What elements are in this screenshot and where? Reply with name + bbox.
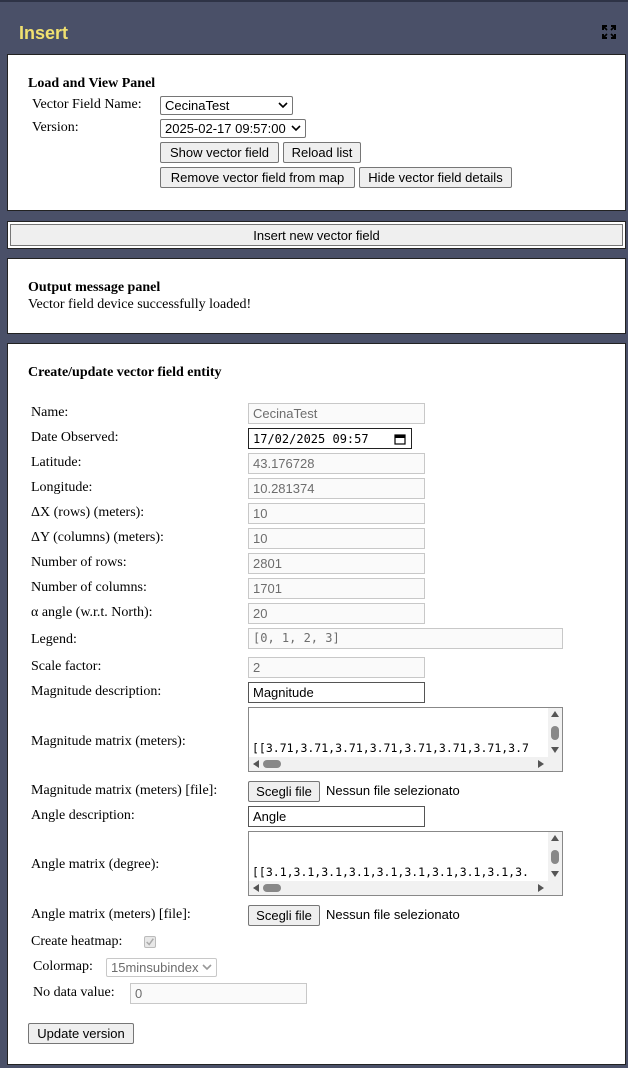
no-data-value-field[interactable]: 0 <box>130 983 307 1004</box>
scroll-right-icon[interactable] <box>538 884 544 892</box>
magnitude-file-status: Nessun file selezionato <box>326 783 460 798</box>
colormap-label: Colormap: <box>33 959 93 974</box>
angle-matrix-textarea[interactable] <box>248 831 563 896</box>
latitude-field[interactable]: 43.176728 <box>248 453 425 474</box>
scroll-left-icon[interactable] <box>253 760 259 768</box>
magnitude-matrix-textarea[interactable] <box>248 707 563 772</box>
create-heatmap-label: Create heatmap: <box>31 934 123 949</box>
longitude-field[interactable]: 10.281374 <box>248 478 425 499</box>
check-icon <box>145 937 155 947</box>
version-value: 2025-02-17 09:57:00 <box>165 121 286 136</box>
legend-field[interactable]: [0, 1, 2, 3] <box>248 628 563 649</box>
show-vector-field-button[interactable]: Show vector field <box>160 142 279 163</box>
chevron-down-icon <box>291 124 301 132</box>
name-field[interactable]: CecinaTest <box>248 403 425 424</box>
horizontal-scrollbar[interactable] <box>249 881 548 895</box>
magnitude-matrix-label: Magnitude matrix (meters): <box>31 734 186 749</box>
remove-vector-field-button[interactable]: Remove vector field from map <box>160 167 355 188</box>
rows-label: Number of rows: <box>31 555 127 570</box>
name-label: Name: <box>31 405 69 420</box>
latitude-label: Latitude: <box>31 455 82 470</box>
date-observed-field[interactable] <box>248 428 412 449</box>
panel-title: Load and View Panel <box>28 76 156 91</box>
resize-handle[interactable] <box>548 881 562 895</box>
vertical-scrollbar[interactable] <box>548 708 562 757</box>
output-panel-title: Output message panel <box>28 280 161 295</box>
angle-choose-file-button[interactable]: Scegli file <box>248 905 320 926</box>
scroll-down-icon[interactable] <box>551 747 559 753</box>
expand-icon[interactable] <box>602 25 616 39</box>
dy-field[interactable]: 10 <box>248 528 425 549</box>
scroll-thumb[interactable] <box>551 726 559 740</box>
output-message-panel <box>7 258 626 334</box>
chevron-down-icon <box>202 963 212 971</box>
legend-label: Legend: <box>31 632 77 647</box>
alpha-angle-field[interactable]: 20 <box>248 603 425 624</box>
angle-description-label: Angle description: <box>31 808 135 823</box>
dy-label: ΔY (columns) (meters): <box>31 530 164 545</box>
window-title: Insert <box>19 23 69 43</box>
angle-file-label: Angle matrix (meters) [file]: <box>31 907 191 922</box>
output-message: Vector field device successfully loaded! <box>28 297 252 312</box>
date-observed-value: 17/02/2025 09:57 <box>253 432 369 446</box>
dx-field[interactable]: 10 <box>248 503 425 524</box>
scale-factor-label: Scale factor: <box>31 659 102 674</box>
colormap-select[interactable] <box>106 958 217 977</box>
chevron-down-icon <box>278 101 288 109</box>
vertical-scrollbar[interactable] <box>548 832 562 881</box>
reload-list-button[interactable]: Reload list <box>283 142 361 163</box>
colormap-value: 15minsubindex <box>111 960 199 975</box>
create-panel-title: Create/update vector field entity <box>28 365 222 380</box>
scroll-left-icon[interactable] <box>253 884 259 892</box>
columns-label: Number of columns: <box>31 580 147 595</box>
scroll-thumb[interactable] <box>263 884 281 892</box>
load-view-panel <box>7 54 626 211</box>
create-update-panel <box>7 343 626 1065</box>
vector-field-name-select[interactable] <box>160 96 293 115</box>
columns-field[interactable]: 1701 <box>248 578 425 599</box>
scroll-down-icon[interactable] <box>551 871 559 877</box>
longitude-label: Longitude: <box>31 480 93 495</box>
version-select[interactable] <box>160 119 306 138</box>
scale-factor-field[interactable]: 2 <box>248 657 425 678</box>
date-observed-label: Date Observed: <box>31 430 119 445</box>
version-label: Version: <box>32 120 79 135</box>
insert-bar <box>7 221 626 249</box>
rows-field[interactable]: 2801 <box>248 553 425 574</box>
magnitude-description-field[interactable]: Magnitude <box>248 682 425 703</box>
hide-vector-field-details-button[interactable]: Hide vector field details <box>359 167 512 188</box>
update-version-button[interactable]: Update version <box>28 1023 134 1044</box>
no-data-value-label: No data value: <box>33 985 115 1000</box>
scroll-thumb[interactable] <box>551 850 559 864</box>
alpha-angle-label: α angle (w.r.t. North): <box>31 605 153 620</box>
insert-new-vector-field-button[interactable]: Insert new vector field <box>10 224 623 246</box>
window-header <box>0 0 628 54</box>
angle-description-field[interactable]: Angle <box>248 806 425 827</box>
dx-label: ΔX (rows) (meters): <box>31 505 145 520</box>
matrix-line: [[3.1,3.1,3.1,3.1,3.1,3.1,3.1,3.1,3.1,3. <box>252 865 529 879</box>
horizontal-scrollbar[interactable] <box>249 757 548 771</box>
angle-file-status: Nessun file selezionato <box>326 907 460 922</box>
magnitude-description-label: Magnitude description: <box>31 684 162 699</box>
calendar-icon[interactable] <box>394 433 406 445</box>
scroll-right-icon[interactable] <box>538 760 544 768</box>
magnitude-choose-file-button[interactable]: Scegli file <box>248 781 320 802</box>
scroll-up-icon[interactable] <box>551 711 559 717</box>
scroll-thumb[interactable] <box>263 760 281 768</box>
vector-field-name-label: Vector Field Name: <box>32 97 142 112</box>
matrix-line: [[3.71,3.71,3.71,3.71,3.71,3.71,3.71,3.7 <box>252 741 529 755</box>
vector-field-name-value: CecinaTest <box>165 98 230 113</box>
magnitude-file-label: Magnitude matrix (meters) [file]: <box>31 783 218 798</box>
scroll-up-icon[interactable] <box>551 835 559 841</box>
angle-matrix-label: Angle matrix (degree): <box>31 857 160 872</box>
resize-handle[interactable] <box>548 757 562 771</box>
create-heatmap-checkbox[interactable] <box>144 936 156 948</box>
